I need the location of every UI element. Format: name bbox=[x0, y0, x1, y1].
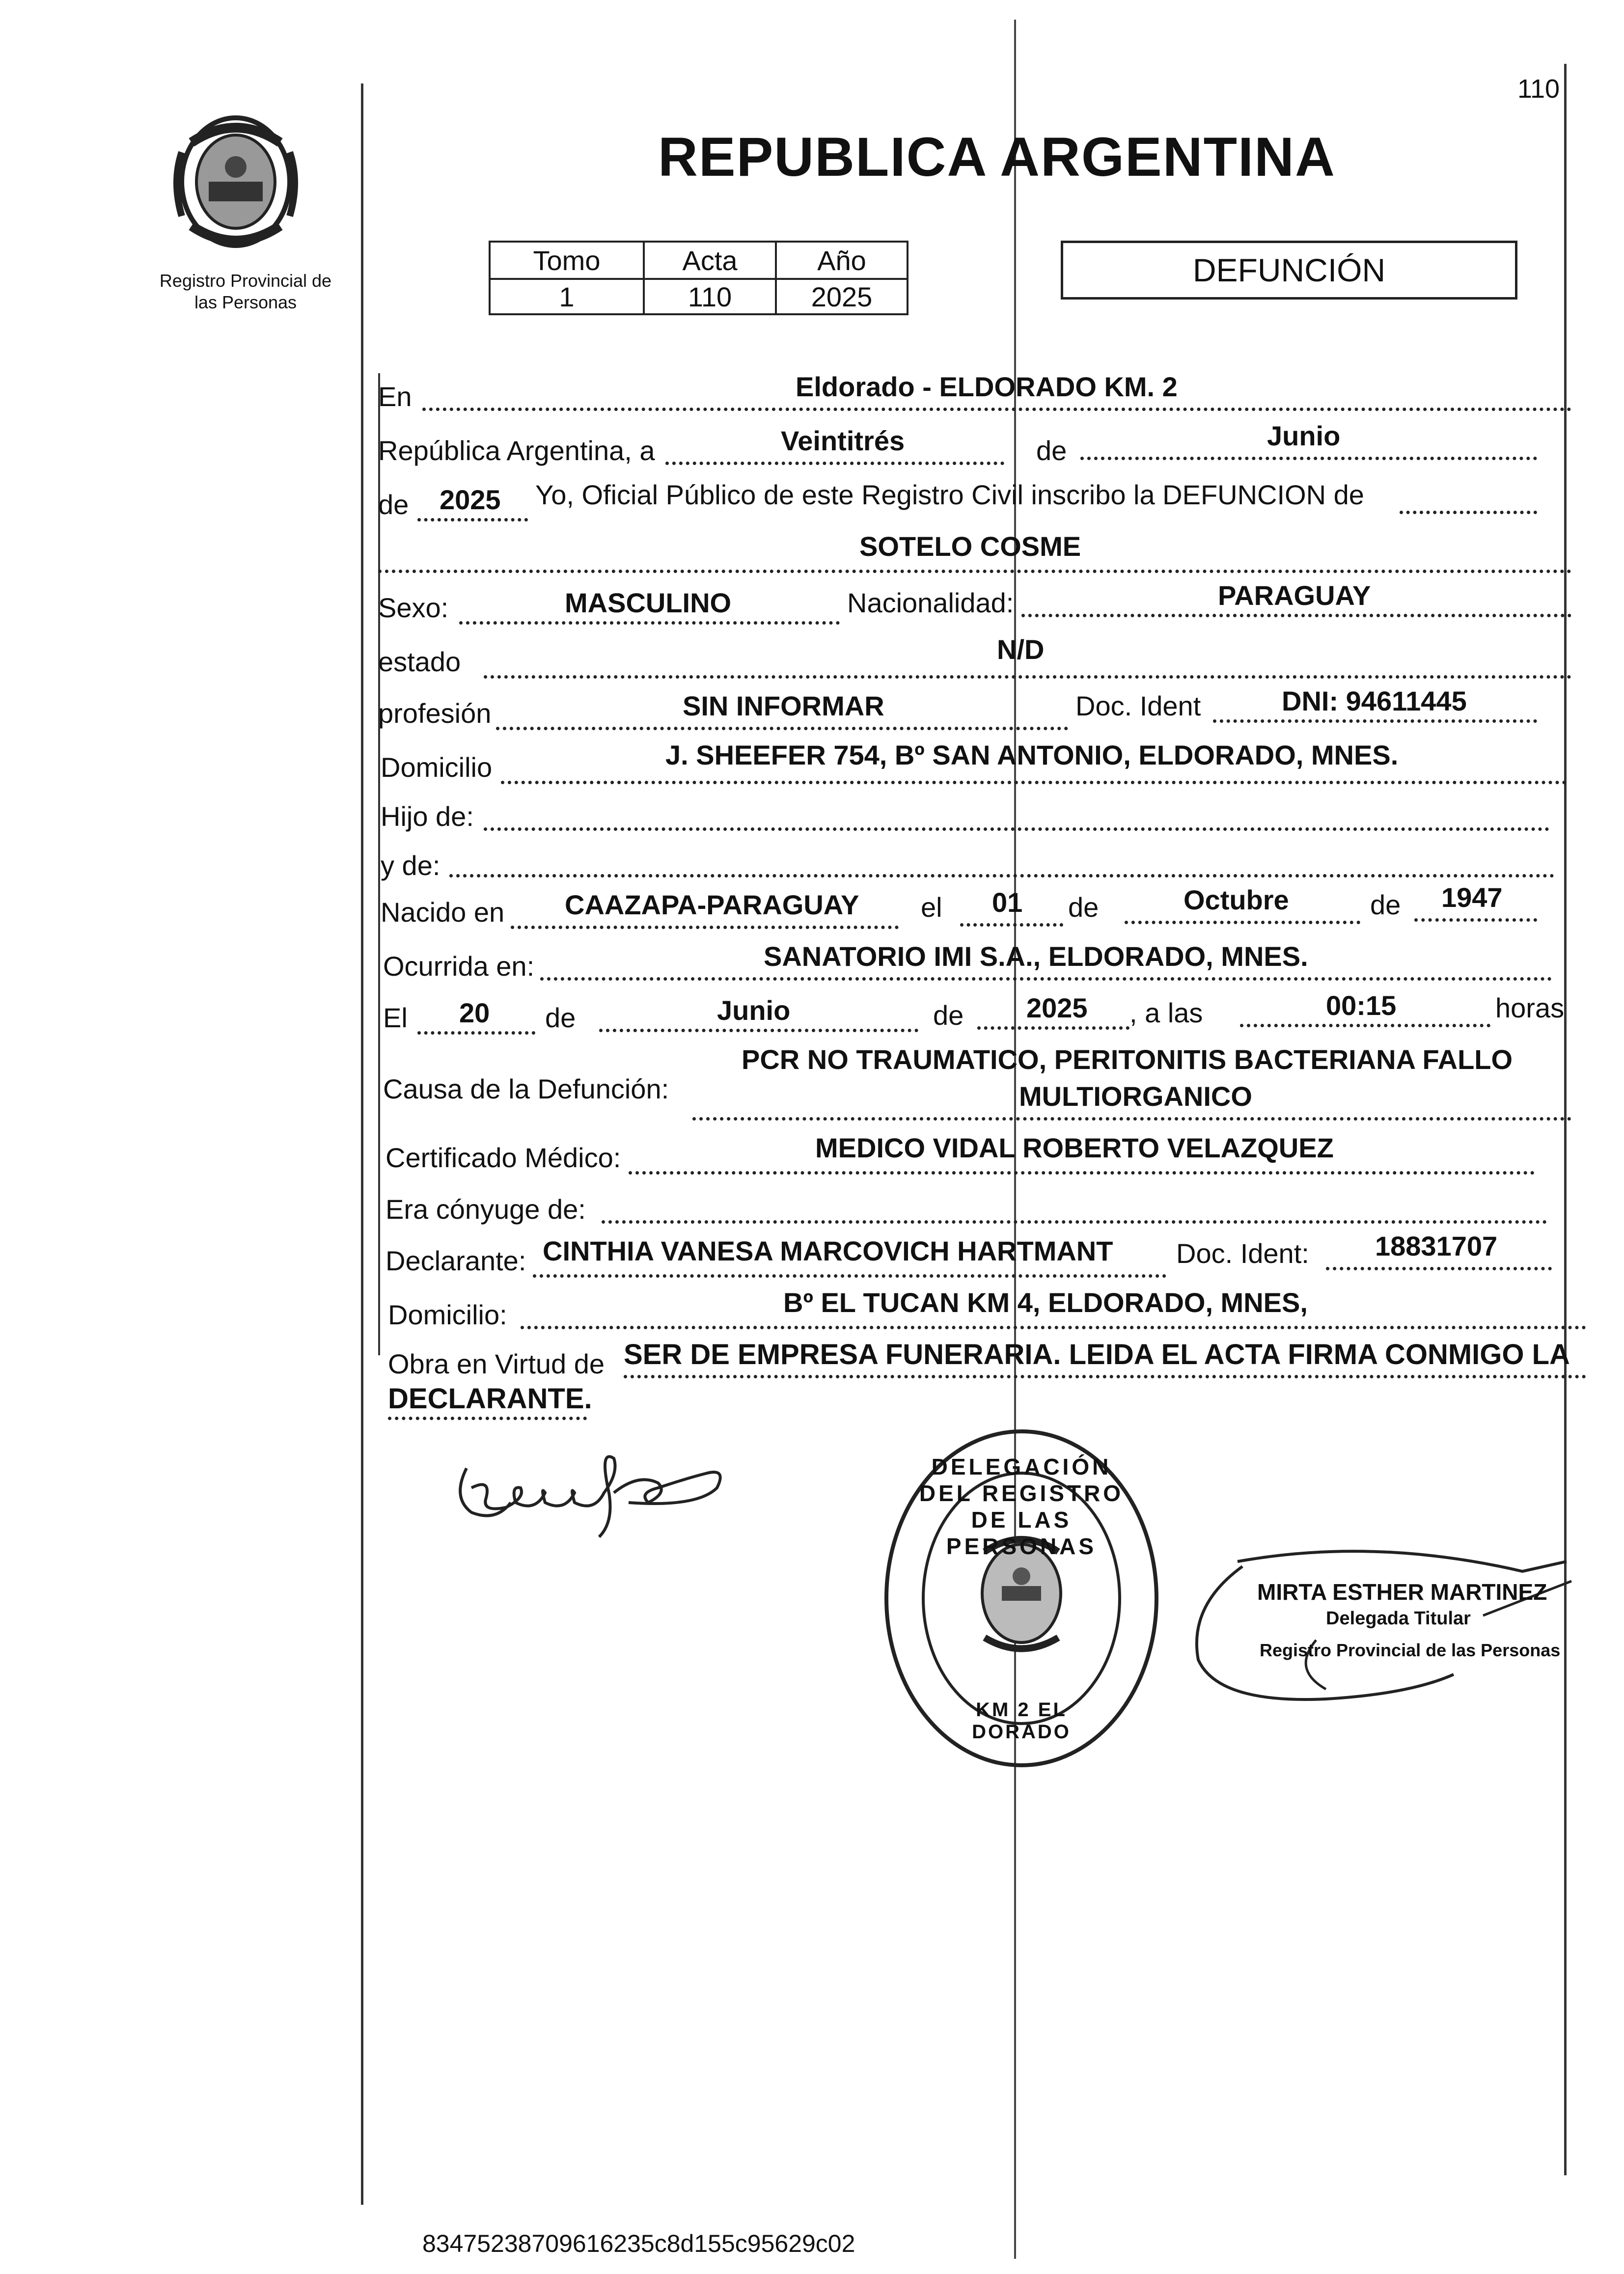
nacionalidad-dots bbox=[1021, 614, 1571, 617]
province-emblem bbox=[162, 108, 309, 255]
nombre-value: SOTELO COSME bbox=[859, 531, 1081, 562]
el-label: el bbox=[921, 892, 942, 923]
ocurrida-label: Ocurrida en: bbox=[383, 951, 535, 982]
th-acta: Acta bbox=[644, 242, 776, 279]
en-label: En bbox=[378, 381, 412, 412]
obra-value2: DECLARANTE. bbox=[388, 1383, 592, 1415]
nombre-dots bbox=[378, 570, 1571, 573]
hora-value: 00:15 bbox=[1326, 990, 1397, 1021]
de-label-1: de bbox=[1036, 435, 1067, 466]
registry-line1: Registro Provincial de bbox=[159, 271, 332, 291]
domicilio-label: Domicilio bbox=[381, 752, 493, 783]
official-org: Registro Provincial de las Personas bbox=[1260, 1640, 1561, 1660]
profesion-label: profesión bbox=[378, 698, 492, 729]
y-de-label: y de: bbox=[381, 850, 440, 881]
obra-dots2 bbox=[388, 1417, 587, 1420]
nac-anio-dots bbox=[1414, 918, 1537, 922]
def-anio-dots bbox=[977, 1026, 1129, 1030]
sexo-label: Sexo: bbox=[378, 592, 449, 623]
causa-dots bbox=[692, 1117, 1571, 1121]
def-anio: 2025 bbox=[1026, 992, 1088, 1023]
register-table bbox=[489, 241, 908, 315]
td-acta: 110 bbox=[644, 279, 776, 314]
footer-hash: 83475238709616235c8d155c95629c02 bbox=[422, 2230, 855, 2257]
nacionalidad-value: PARAGUAY bbox=[1218, 580, 1371, 611]
seal-bottom: KM 2 EL DORADO bbox=[972, 1699, 1071, 1743]
obra-value1: SER DE EMPRESA FUNERARIA. LEIDA EL ACTA FIRMA CONMIGO LA bbox=[624, 1339, 1570, 1370]
hijo-de-dots bbox=[484, 827, 1549, 831]
official-stamp bbox=[1179, 1542, 1576, 1709]
sexo-value: MASCULINO bbox=[565, 587, 732, 618]
official-name: MIRTA ESTHER MARTINEZ bbox=[1257, 1579, 1547, 1605]
domicilio-value: J. SHEEFER 754, Bº SAN ANTONIO, ELDORADO, MNES. bbox=[665, 740, 1399, 770]
country-title: REPUBLICA ARGENTINA bbox=[658, 126, 1336, 188]
registry-seal bbox=[879, 1424, 1164, 1773]
alas-label: , a las bbox=[1129, 997, 1203, 1028]
de-label-5: de bbox=[545, 1002, 576, 1033]
doc-ident-label: Doc. Ident bbox=[1075, 690, 1201, 721]
mes-value: Junio bbox=[1267, 420, 1341, 451]
obra-label: Obra en Virtud de bbox=[388, 1348, 605, 1379]
registry-name bbox=[142, 270, 349, 313]
conyuge-dots bbox=[602, 1220, 1547, 1224]
declarant-signature bbox=[452, 1439, 732, 1552]
declarante-dots bbox=[533, 1274, 1166, 1278]
estado-value: N/D bbox=[997, 634, 1045, 665]
anio-dots bbox=[417, 518, 528, 521]
nacionalidad-label: Nacionalidad: bbox=[847, 587, 1014, 618]
left-margin-line2 bbox=[378, 373, 380, 1355]
declarante-label: Declarante: bbox=[385, 1245, 526, 1276]
doc-ident2-value: 18831707 bbox=[1375, 1231, 1498, 1261]
th-tomo: Tomo bbox=[490, 242, 644, 279]
horas-label: horas bbox=[1495, 992, 1565, 1023]
nacido-label: Nacido en bbox=[381, 897, 505, 928]
estado-dots bbox=[484, 675, 1571, 679]
causa-label: Causa de la Defunción: bbox=[383, 1073, 669, 1104]
domicilio2-value: Bº EL TUCAN KM 4, ELDORADO, MNES, bbox=[783, 1287, 1308, 1318]
domicilio2-dots bbox=[521, 1326, 1586, 1329]
page-number: 110 bbox=[1517, 74, 1560, 104]
td-tomo: 1 bbox=[490, 279, 644, 314]
nac-anio: 1947 bbox=[1441, 882, 1503, 913]
doc-ident2-label: Doc. Ident: bbox=[1176, 1238, 1309, 1269]
hora-dots bbox=[1240, 1024, 1490, 1027]
registry-line2: las Personas bbox=[194, 292, 297, 312]
def-mes: Junio bbox=[717, 995, 791, 1026]
official-role: Delegada Titular bbox=[1326, 1608, 1471, 1629]
de-label-2: de bbox=[378, 489, 409, 520]
dia-dots bbox=[665, 462, 1004, 465]
dia-value: Veintitrés bbox=[781, 425, 905, 456]
causa-line2: MULTIORGANICO bbox=[1019, 1081, 1252, 1112]
estado-label: estado bbox=[378, 646, 461, 677]
nacido-dots bbox=[511, 926, 899, 929]
conyuge-label: Era cónyuge de: bbox=[385, 1194, 586, 1225]
domicilio2-label: Domicilio: bbox=[388, 1299, 507, 1330]
nac-dia-dots bbox=[960, 923, 1063, 927]
th-anio: Año bbox=[776, 242, 908, 279]
oficial-text: Yo, Oficial Público de este Registro Civil inscribo la DEFUNCION de bbox=[535, 479, 1364, 510]
certificado-dots bbox=[629, 1171, 1535, 1175]
nacido-value: CAAZAPA-PARAGUAY bbox=[565, 889, 859, 920]
de-label-4: de bbox=[1370, 889, 1401, 920]
de-label-3: de bbox=[1068, 892, 1099, 923]
declarante-value: CINTHIA VANESA MARCOVICH HARTMANT bbox=[543, 1235, 1113, 1266]
anio-value: 2025 bbox=[440, 484, 501, 515]
nac-dia: 01 bbox=[992, 887, 1023, 918]
El-label: El bbox=[383, 1002, 408, 1033]
ocurrida-value: SANATORIO IMI S.A., ELDORADO, MNES. bbox=[764, 941, 1308, 972]
oficial-dots bbox=[1400, 511, 1537, 514]
td-anio: 2025 bbox=[776, 279, 908, 314]
obra-dots bbox=[624, 1375, 1586, 1378]
doc-ident2-dots bbox=[1326, 1267, 1552, 1270]
republica-label: República Argentina, a bbox=[378, 435, 655, 466]
profesion-value: SIN INFORMAR bbox=[683, 690, 884, 721]
ocurrida-dots bbox=[540, 977, 1552, 981]
causa-line1: PCR NO TRAUMATICO, PERITONITIS BACTERIANA FALLO bbox=[742, 1044, 1513, 1075]
doc-ident-value: DNI: 94611445 bbox=[1282, 685, 1467, 716]
nac-mes: Octubre bbox=[1184, 884, 1289, 915]
y-de-dots bbox=[449, 874, 1554, 877]
def-dia: 20 bbox=[459, 997, 490, 1028]
en-dots bbox=[422, 408, 1571, 411]
mes-dots bbox=[1080, 457, 1537, 460]
doc-type-box bbox=[1061, 241, 1517, 300]
certificado-label: Certificado Médico: bbox=[385, 1142, 621, 1173]
sexo-dots bbox=[459, 621, 840, 625]
def-mes-dots bbox=[599, 1029, 918, 1032]
certificado-value: MEDICO VIDAL ROBERTO VELAZQUEZ bbox=[815, 1132, 1334, 1163]
domicilio-dots bbox=[501, 781, 1567, 784]
nac-mes-dots bbox=[1125, 921, 1360, 924]
doc-ident-dots bbox=[1213, 719, 1537, 723]
hijo-de-label: Hijo de: bbox=[381, 801, 474, 832]
left-margin-line bbox=[361, 83, 363, 2205]
en-value: Eldorado - ELDORADO KM. 2 bbox=[796, 371, 1178, 402]
profesion-dots bbox=[496, 727, 1068, 730]
de-label-6: de bbox=[933, 1000, 964, 1031]
def-dia-dots bbox=[417, 1031, 535, 1035]
doc-type: DEFUNCIÓN bbox=[1192, 252, 1386, 288]
seal-text: DELEGACIÓN DEL REGISTRO DE LAS PERSONAS bbox=[919, 1454, 1124, 1559]
